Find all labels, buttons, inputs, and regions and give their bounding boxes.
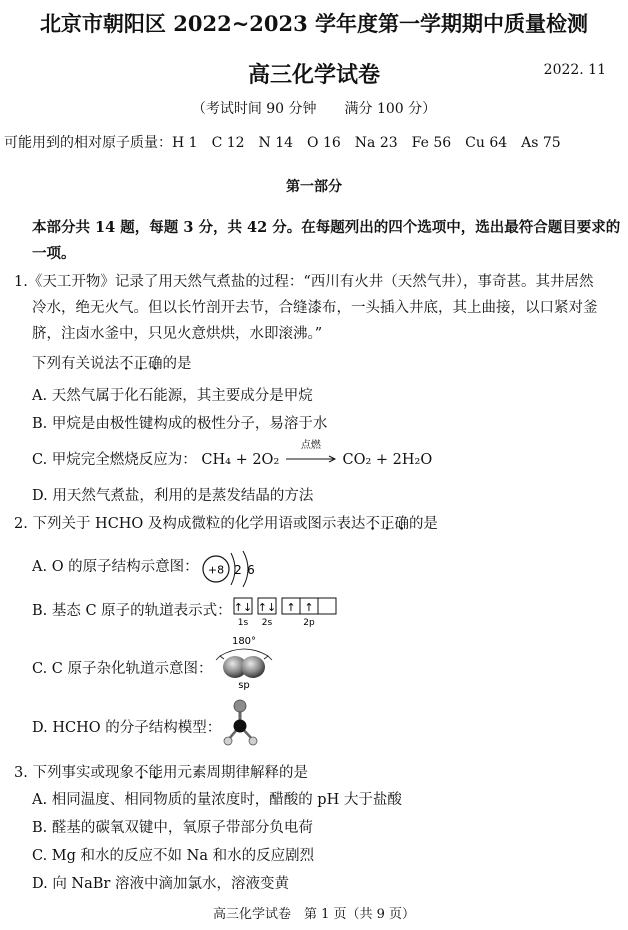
arrow-right-icon [264,656,272,660]
arrows-2p-2: ↑ [304,601,314,614]
q3-option-a: A. 相同温度、相同物质的量浓度时，醋酸的 pH 大于盐酸 [32,792,402,808]
q3-option-c: C. Mg 和水的反应不如 Na 和水的反应剧烈 [32,848,315,864]
carbon-orbital-diagram [233,597,333,627]
sp-hybrid-orbital-diagram [212,634,282,690]
reaction-arrow [284,440,338,473]
q2-em-1: 不 [365,516,380,532]
q2-em-3: 确 [394,516,409,532]
q1-option-a: A. 天然气属于化石能源，其主要成分是甲烷 [32,388,313,404]
hcho-ball-model [222,698,262,750]
q1-stem-pre: 下列有关说法 [32,356,119,372]
right-arrow-icon [284,454,338,464]
hydrogen-atom-ball-2 [249,737,257,745]
q1-line3: 脐，注卤水釜中，只见火意烘烘，水即滚沸。” [32,326,323,342]
label-2p: 2p [303,618,315,628]
q1-em-2: 正 [133,356,148,372]
page-footer: 高三化学试卷 第 1 页（共 9 页） [212,907,416,922]
sp-lobe-right [241,656,265,678]
part-intro: 本部分共 14 题，每题 3 分，共 42 分。在每题列出的四个选项中，选出最符合题目要求的一项。 [32,219,621,262]
q3-em-2: 能 [148,765,163,781]
q3-stem-post: 用元素周期律解释的是 [162,765,308,781]
carbon-atom-ball [234,720,247,733]
q2-stem [14,511,438,537]
q3-option-b: B. 醛基的碳氧双键中，氧原子带部分负电荷 [32,820,313,836]
atomic-masses: 可能用到的相对原子质量：H 1 C 12 N 14 O 16 Na 23 Fe 56 Cu 64 As 75 [4,135,561,151]
q1-option-c [32,440,433,473]
bond-angle-label: 180° [231,636,257,647]
q1-option-b: B. 甲烷是由极性键构成的极性分子，易溶于水 [32,416,328,432]
arrows-2s: ↑↓ [257,601,277,614]
q1-c-right: CO₂ + 2H₂O [342,452,433,468]
exam-title: 北京市朝阳区 2022~2023 学年度第一学期期中质量检测 [39,11,589,36]
orbital-type-label: sp [238,680,250,691]
q3-stem-pre: 3. 下列事实或现象 [14,765,134,781]
hydrogen-atom-ball-1 [224,737,232,745]
arrow-left-icon [216,656,224,660]
q1-option-d: D. 用天然气煮盐，利用的是蒸发结晶的方法 [32,488,314,504]
q1-em-3: 确 [148,356,163,372]
part-title: 第一部分 [286,179,342,195]
q3-stem [14,760,308,786]
orbital-box-2p-3 [318,598,336,614]
label-1s: 1s [237,618,249,628]
q2-option-c: C. C 原子杂化轨道示意图： [32,661,213,677]
q2-option-b: B. 基态 C 原子的轨道表示式： [32,603,232,619]
oxygen-atom-diagram [200,547,270,591]
q1-c-prefix: C. 甲烷完全燃烧反应为： [32,452,197,468]
q2-em-2: 正 [379,516,395,532]
angle-arc [220,649,268,656]
q2-stem-pre: 2. 下列关于 HCHO 及构成微粒的化学用语或图示表达 [14,516,366,532]
q1-em-1: 不 [119,356,134,372]
arrows-1s: ↑↓ [233,601,253,614]
q1-line2: 冷水，绝无火气。但以长竹剖开去节，合缝漆布，一头插入井底，其上曲接，以口紧对釜 [32,300,598,316]
shell1-electrons: 2 [234,563,242,577]
oxygen-atom-ball [234,700,246,712]
arrows-2p-1: ↑ [286,601,296,614]
exam-date: 2022. 11 [543,62,606,78]
q3-em-1: 不 [133,765,149,781]
q1-line1: 1.《天工开物》记录了用天然气煮盐的过程：“西川有火井（天然气井），事奇甚。其井居然 [14,274,594,290]
q1-stem-post: 的是 [162,356,192,372]
q1-c-left: CH₄ + 2O₂ [201,452,280,468]
q3-option-d: D. 向 NaBr 溶液中滴加氯水，溶液变黄 [32,876,289,892]
time-info: （考试时间 90 分钟 满分 100 分） [191,101,437,117]
q1-stem [32,351,192,377]
shell2-electrons: 6 [247,563,255,577]
paper-subtitle: 高三化学试卷 [247,62,380,88]
nucleus-charge: +8 [207,563,225,577]
q2-stem-post: 的是 [408,516,438,532]
q2-option-a: A. O 的原子结构示意图： [32,559,199,575]
label-2s: 2s [261,618,273,628]
reaction-condition: 点燃 [300,440,321,451]
q2-option-d: D. HCHO 的分子结构模型： [32,720,222,736]
